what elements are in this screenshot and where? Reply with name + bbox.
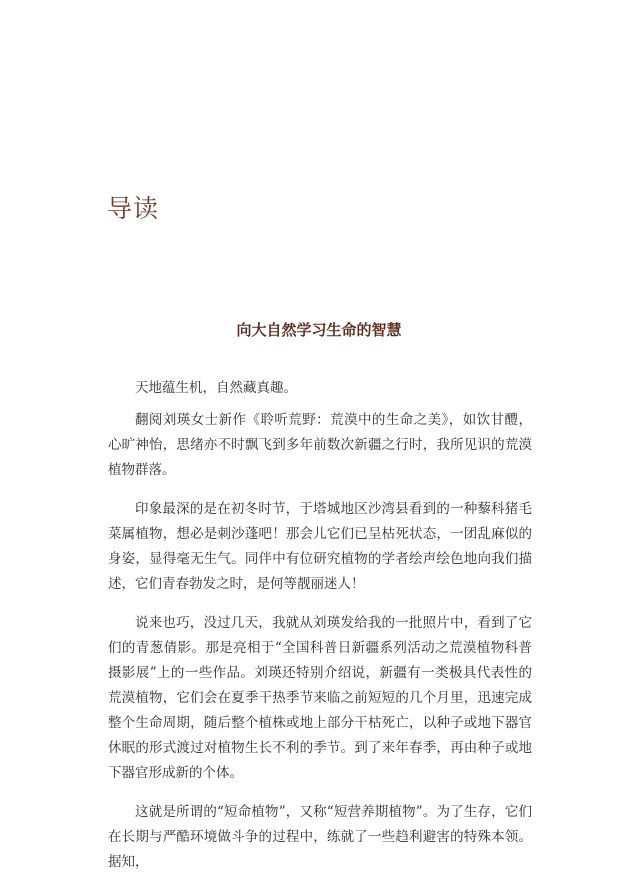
article-title: 向大自然学习生命的智慧: [236, 321, 402, 339]
article-body: [108, 376, 532, 889]
paragraph: 印象最深的是在初冬时节，于塔城地区沙湾县看到的一种藜科猪毛菜属植物，想必是刺沙蓬吧！那会儿它们已呈枯死状态，一团乱麻似的身姿，显得毫无生气。同伴中有位研究植物的学者绘声绘色地向我们描述，它们青春勃发之时，是何等靓丽迷人！: [108, 501, 532, 592]
paragraph: 翻阅刘瑛女士新作《聆听荒野：荒漠中的生命之美》，如饮甘醴，心旷神怡，思绪亦不时飘飞到多年前数次新疆之行时，我所见识的荒漠植物群落。: [108, 412, 532, 478]
section-title: 导读: [107, 194, 160, 223]
paragraph: 天地蕴生机，自然藏真趣。: [135, 380, 297, 396]
paragraph: 这就是所谓的“短命植物”，又称“短营养期植物”。为了生存，它们在长期与严酷环境做斗争的过程中，练就了一些趋利避害的特殊本领。据知，: [108, 804, 532, 870]
paragraph: 说来也巧，没过几天，我就从刘瑛发给我的一批照片中，看到了它们的青葱倩影。那是亮相于“全国科普日新疆系列活动之荒漠植物科普摄影展”上的一些作品。刘瑛还特别介绍说，新疆有一类极具代表性的荒漠植物，它们会在夏季干热季节来临之前短短的几个月里，迅速完成整个生命周期，随后整个植株或地上部分干枯死亡，以种子或地下器官休眠的形式渡过对植物生长不利的季节。到了来年春季，再由种子或地下器官形成新的个体。: [108, 615, 532, 781]
